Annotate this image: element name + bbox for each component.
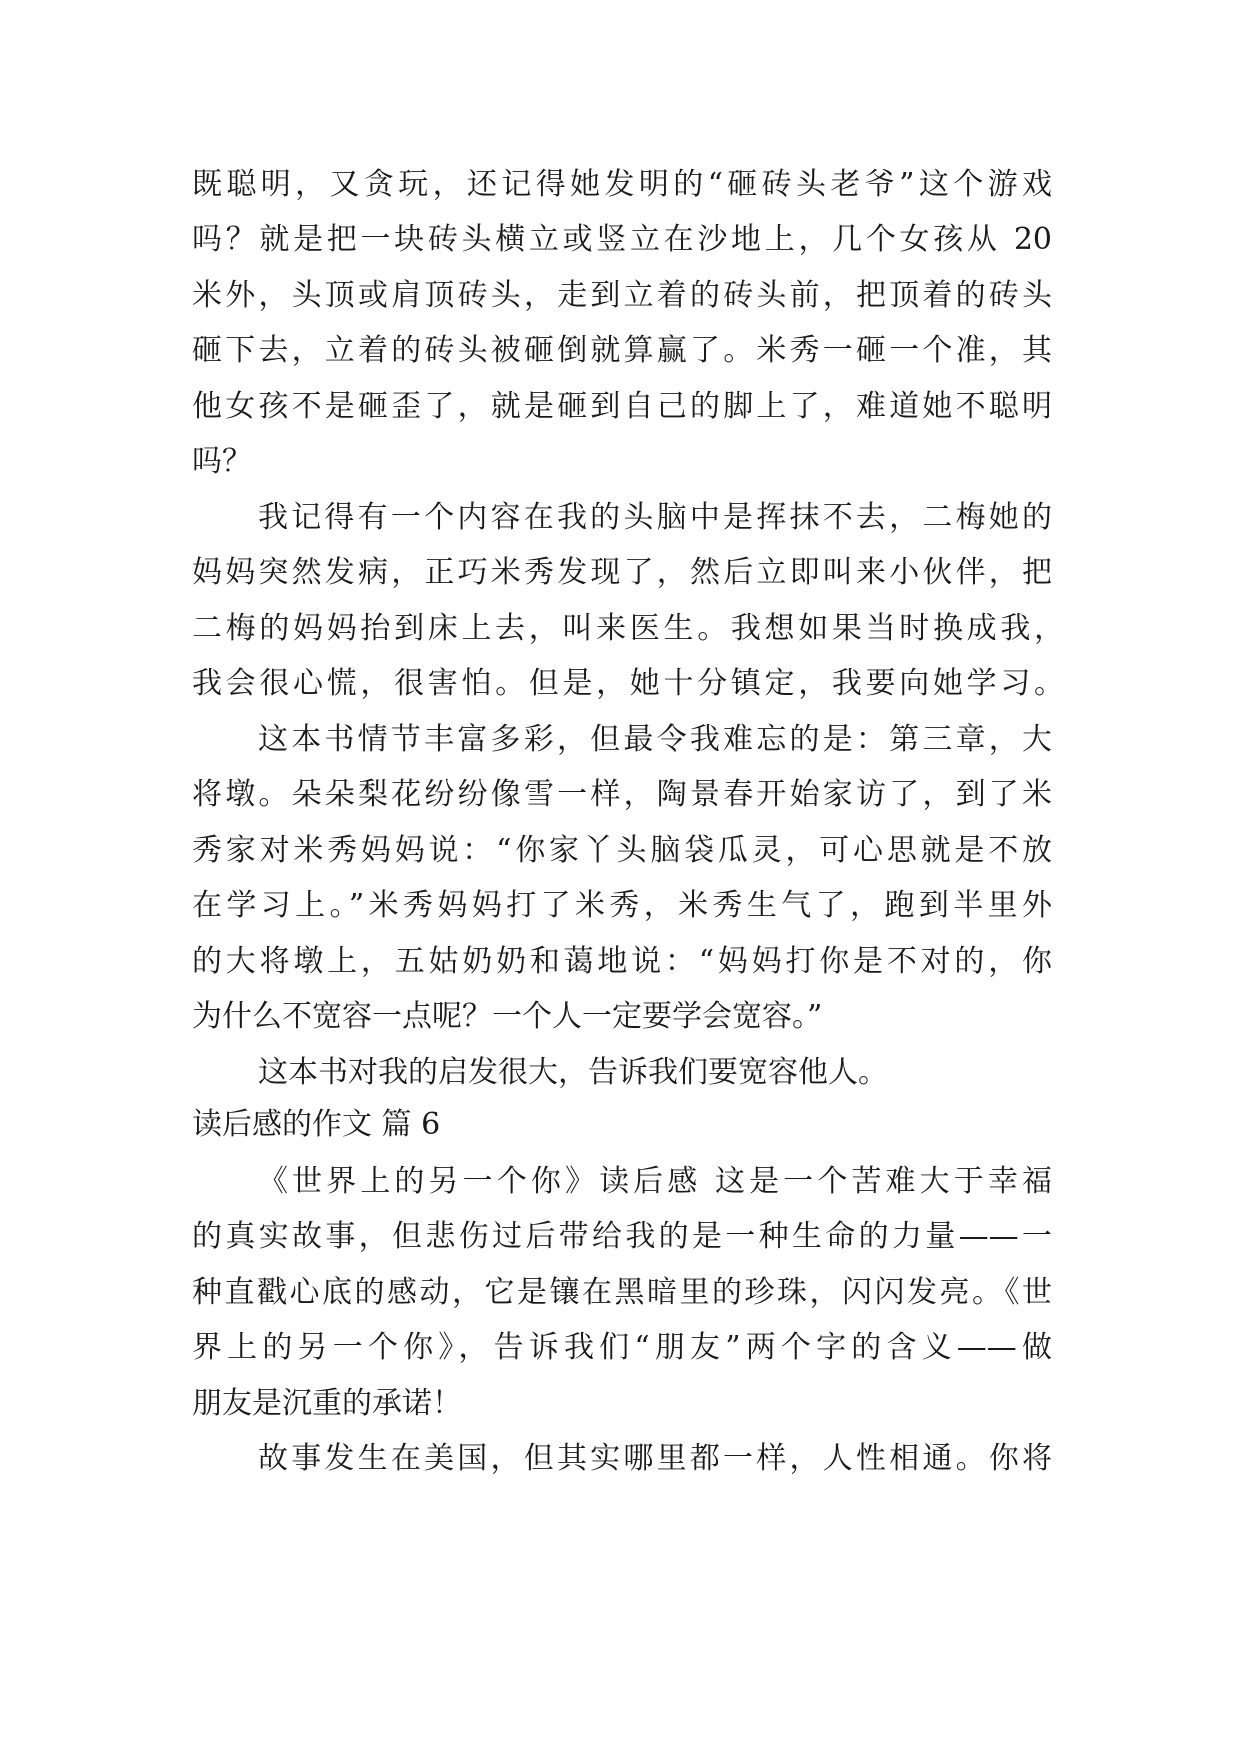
text-line: 种直戳心底的感动，它是镶在黑暗里的珍珠，闪闪发亮。《世: [192, 1275, 1052, 1310]
text-line: 米外，头顶或肩顶砖头，走到立着的砖头前，把顶着的砖头: [192, 278, 1052, 313]
text-line: 的真实故事，但悲伤过后带给我的是一种生命的力量——一: [192, 1219, 1052, 1254]
text-line: 既聪明，又贪玩，还记得她发明的“砸砖头老爷”这个游戏: [192, 167, 1052, 202]
paragraph-first-line: 《世界上的另一个你》读后感 这是一个苦难大于幸福: [258, 1164, 1052, 1199]
text-line: 二梅的妈妈抬到床上去，叫来医生。我想如果当时换成我，: [192, 611, 1064, 646]
text-line: 的大将墩上，五姑奶奶和蔼地说：“妈妈打你是不对的，你: [192, 944, 1052, 979]
paragraph-first-line: 我记得有一个内容在我的头脑中是挥抹不去，二梅她的: [258, 500, 1052, 535]
text-line: 朋友是沉重的承诺！: [192, 1386, 462, 1421]
text-line: 砸下去，立着的砖头被砸倒就算赢了。米秀一砸一个准，其: [192, 333, 1052, 368]
text-line: 吗？: [192, 444, 252, 479]
text-line: 为什么不宽容一点呢？一个人一定要学会宽容。”: [192, 999, 823, 1034]
text-line: 吗？就是把一块砖头横立或竖立在沙地上，几个女孩从 20: [192, 222, 1052, 257]
paragraph-first-line: 这本书情节丰富多彩，但最令我难忘的是：第三章，大: [258, 722, 1052, 757]
text-line: 将墩。朵朵梨花纷纷像雪一样，陶景春开始家访了，到了米: [192, 777, 1052, 812]
text-line: 妈妈突然发病，正巧米秀发现了，然后立即叫来小伙伴，把: [192, 555, 1052, 590]
text-line: 界上的另一个你》，告诉我们“朋友”两个字的含义——做: [192, 1330, 1052, 1365]
text-line: 我会很心慌，很害怕。但是，她十分镇定，我要向她学习。: [192, 666, 1064, 701]
section-heading: 读后感的作文 篇 6: [192, 1107, 441, 1142]
text-line: 在学习上。”米秀妈妈打了米秀，米秀生气了，跑到半里外: [192, 888, 1052, 923]
text-line: 他女孩不是砸歪了，就是砸到自己的脚上了，难道她不聪明: [192, 389, 1052, 424]
paragraph-first-line: 这本书对我的启发很大，告诉我们要宽容他人。: [258, 1055, 888, 1090]
paragraph-first-line: 故事发生在美国，但其实哪里都一样，人性相通。你将: [258, 1441, 1052, 1476]
text-line: 秀家对米秀妈妈说：“你家丫头脑袋瓜灵，可心思就是不放: [192, 833, 1052, 868]
